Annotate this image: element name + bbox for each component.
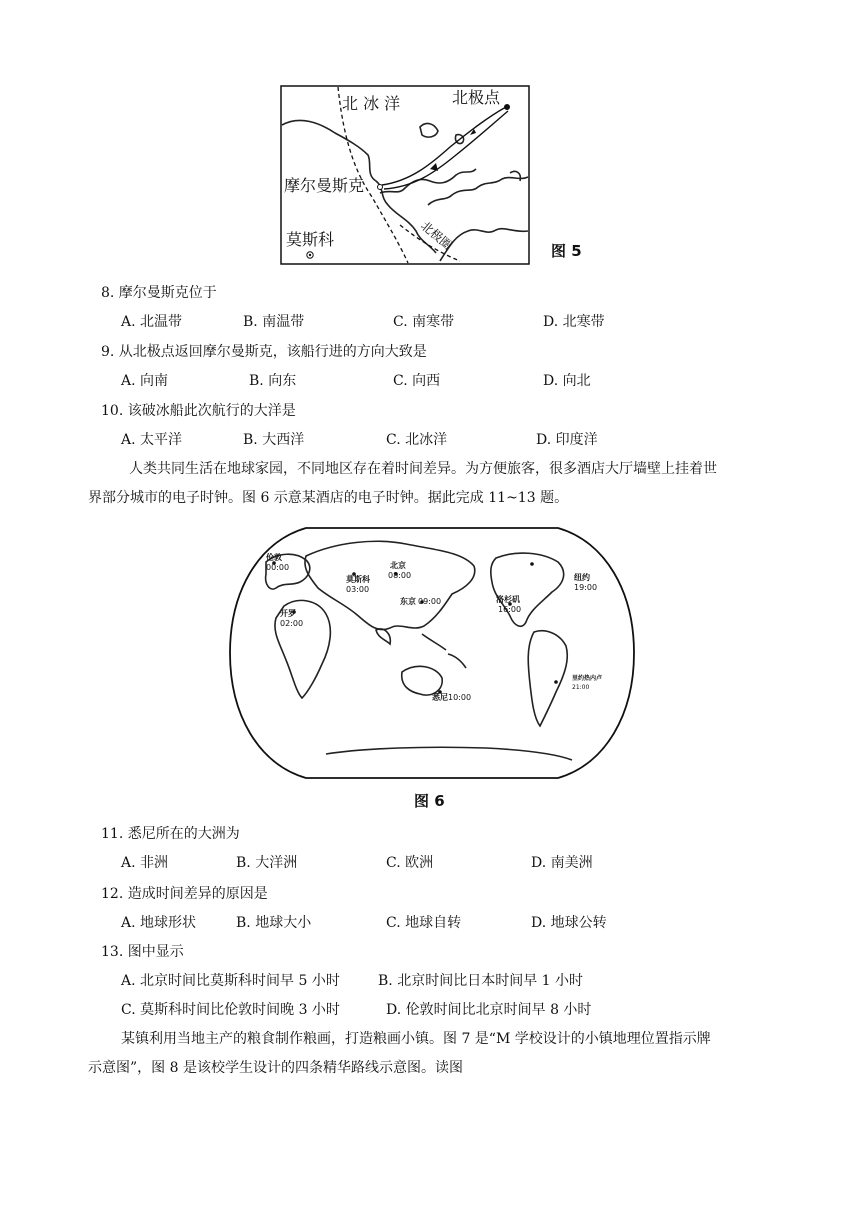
murmansk-label: 摩尔曼斯克 bbox=[284, 176, 365, 195]
q10-option-a[interactable]: A. 太平洋 bbox=[121, 432, 183, 448]
q8-option-d[interactable]: D. 北寒带 bbox=[543, 314, 605, 330]
figure-5-caption: 图 5 bbox=[551, 242, 582, 260]
q11-option-c[interactable]: C. 欧洲 bbox=[386, 855, 434, 871]
q11-option-a[interactable]: A. 非洲 bbox=[121, 855, 169, 871]
q12-option-c[interactable]: C. 地球自转 bbox=[386, 915, 462, 931]
intro-paragraph-2-line-1: 某镇利用当地主产的粮食制作粮画，打造粮画小镇。图 7 是“M 学校设计的小镇地理位置指示牌 bbox=[121, 1031, 711, 1047]
q12-option-d[interactable]: D. 地球公转 bbox=[531, 915, 607, 931]
beijing-time: 08:00 bbox=[388, 571, 412, 580]
question-10-stem: 10. 该破冰船此次航行的大洋是 bbox=[101, 403, 296, 419]
rio-label: 里约热内卢 bbox=[572, 675, 603, 682]
figure-5-map bbox=[280, 85, 530, 265]
q12-option-a[interactable]: A. 地球形状 bbox=[121, 915, 197, 931]
q13-option-c[interactable]: C. 莫斯科时间比伦敦时间晚 3 小时 bbox=[121, 1002, 340, 1018]
q13-option-d[interactable]: D. 伦敦时间比北京时间早 8 小时 bbox=[386, 1002, 592, 1018]
figure-5 bbox=[280, 85, 530, 265]
los-angeles-time: 16:00 bbox=[498, 605, 522, 614]
tokyo-time: 09:00 bbox=[418, 597, 442, 606]
question-9-stem: 9. 从北极点返回摩尔曼斯克，该船行进的方向大致是 bbox=[101, 344, 427, 360]
q9-option-a[interactable]: A. 向南 bbox=[121, 373, 169, 389]
question-13-stem: 13. 图中显示 bbox=[101, 944, 184, 960]
cairo-label: 开罗 bbox=[280, 609, 296, 618]
moscow-label: 莫斯科 bbox=[286, 230, 335, 249]
moscow-time: 03:00 bbox=[346, 585, 370, 594]
q10-option-b[interactable]: B. 大西洋 bbox=[243, 432, 305, 448]
sydney-time: 10:00 bbox=[448, 693, 472, 702]
cairo-time: 02:00 bbox=[280, 619, 304, 628]
q11-option-d[interactable]: D. 南美洲 bbox=[531, 855, 593, 871]
new-york-label: 纽约 bbox=[574, 573, 590, 582]
q8-option-a[interactable]: A. 北温带 bbox=[121, 314, 183, 330]
moscow-city-label: 莫斯科 bbox=[346, 575, 370, 584]
north-pole-label: 北极点 bbox=[452, 88, 501, 107]
q13-option-b[interactable]: B. 北京时间比日本时间早 1 小时 bbox=[378, 973, 583, 989]
question-8-stem: 8. 摩尔曼斯克位于 bbox=[101, 285, 217, 301]
q8-option-b[interactable]: B. 南温带 bbox=[243, 314, 305, 330]
q13-option-a[interactable]: A. 北京时间比莫斯科时间早 5 小时 bbox=[121, 973, 340, 989]
figure-6-caption: 图 6 bbox=[414, 792, 445, 810]
q10-option-d[interactable]: D. 印度洋 bbox=[536, 432, 598, 448]
q9-option-c[interactable]: C. 向西 bbox=[393, 373, 441, 389]
intro-paragraph-2-line-2: 示意图”，图 8 是该校学生设计的四条精华路线示意图。读图 bbox=[88, 1060, 463, 1076]
new-york-time: 19:00 bbox=[574, 583, 598, 592]
question-12-stem: 12. 造成时间差异的原因是 bbox=[101, 886, 268, 902]
q8-option-c[interactable]: C. 南寒带 bbox=[393, 314, 455, 330]
q10-option-c[interactable]: C. 北冰洋 bbox=[386, 432, 448, 448]
q12-option-b[interactable]: B. 地球大小 bbox=[236, 915, 312, 931]
question-11-stem: 11. 悉尼所在的大洲为 bbox=[101, 826, 240, 842]
london-label: 伦敦 bbox=[266, 553, 282, 562]
figure-6-world-map bbox=[226, 522, 638, 784]
tokyo-label: 东京 bbox=[400, 597, 416, 606]
intro-paragraph-1-line-2: 界部分城市的电子时钟。图 6 示意某酒店的电子时钟。据此完成 11~13 题。 bbox=[88, 490, 569, 506]
arctic-ocean-label: 北 冰 洋 bbox=[342, 94, 401, 113]
q11-option-b[interactable]: B. 大洋洲 bbox=[236, 855, 298, 871]
sydney-label: 悉尼 bbox=[432, 693, 448, 702]
rio-time: 21:00 bbox=[572, 684, 590, 691]
intro-paragraph-1-line-1: 人类共同生活在地球家园，不同地区存在着时间差异。为方便旅客，很多酒店大厅墙壁上挂着世 bbox=[129, 461, 717, 477]
los-angeles-label: 洛杉矶 bbox=[496, 595, 520, 604]
figure-6 bbox=[226, 522, 638, 784]
q9-option-d[interactable]: D. 向北 bbox=[543, 373, 591, 389]
london-time: 00:00 bbox=[266, 563, 290, 572]
arctic-circle-label: 北极圈 bbox=[418, 218, 455, 253]
beijing-label: 北京 bbox=[390, 561, 406, 570]
q9-option-b[interactable]: B. 向东 bbox=[249, 373, 297, 389]
